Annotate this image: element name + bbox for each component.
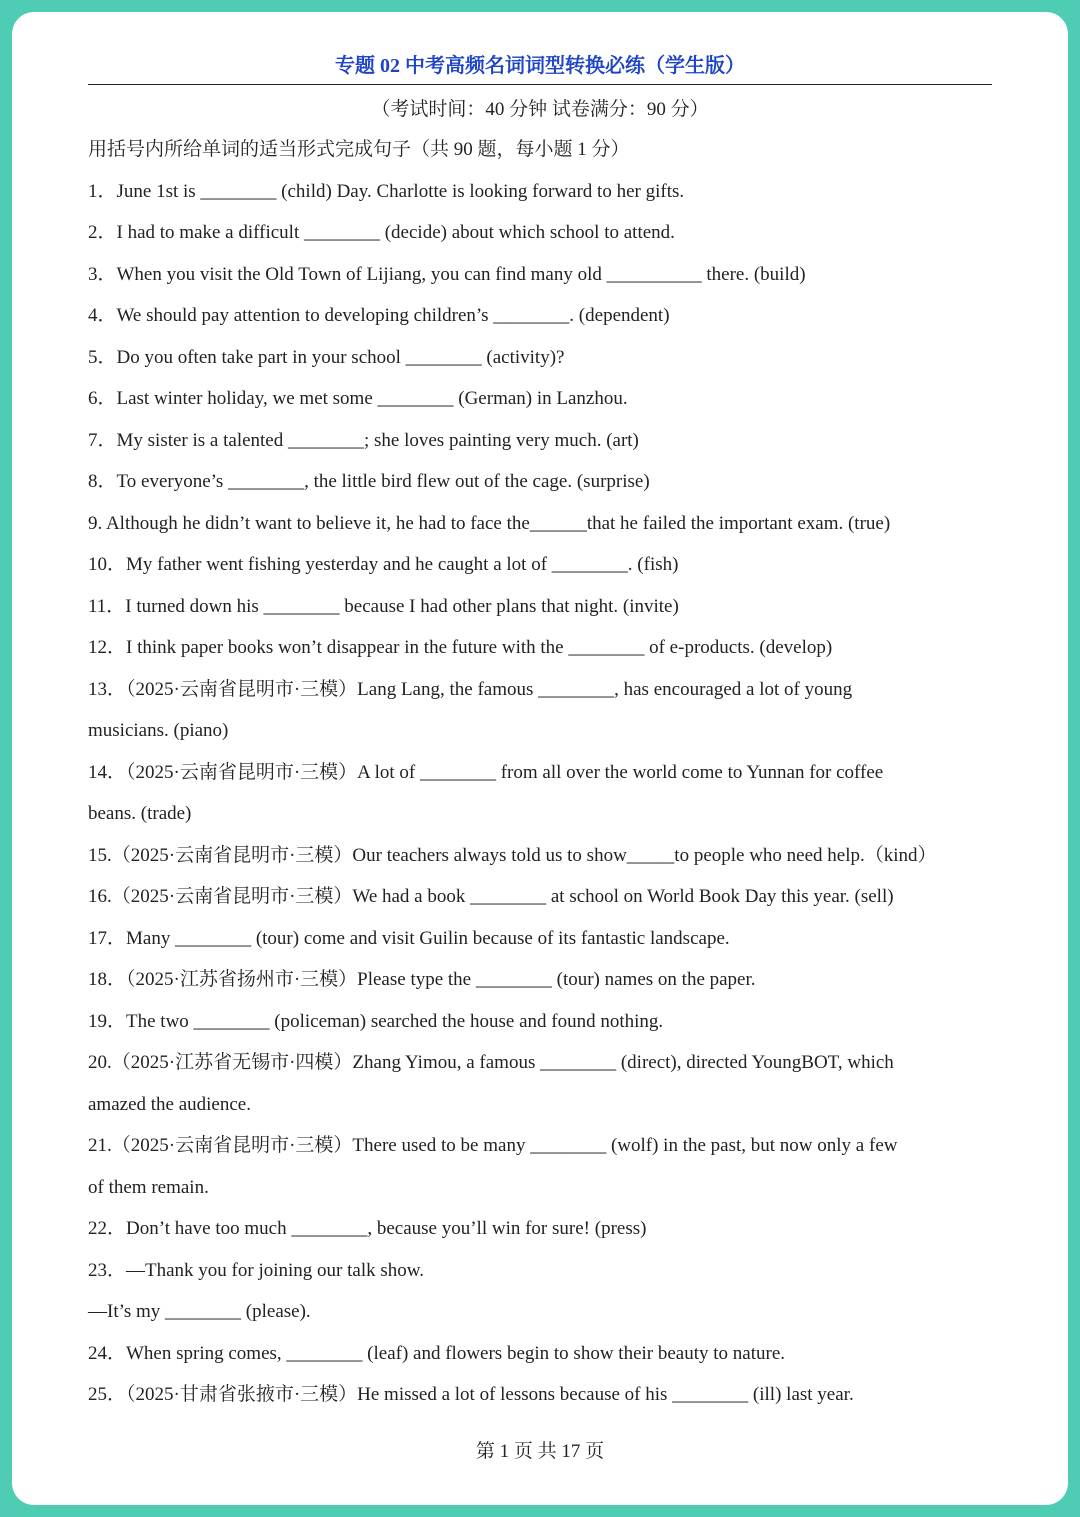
question-line: 5．Do you often take part in your school ________ (activity)? [88,347,565,368]
question-line: 10．My father went fishing yesterday and he caught a lot of ________. (fish) [88,554,679,575]
question-line: 2．I had to make a difficult ________ (decide) about which school to attend. [88,222,675,243]
question-line: 24．When spring comes, ________ (leaf) and flowers begin to show their beauty to nature. [88,1343,786,1364]
question-line-continued: musicians. (piano) [88,720,229,741]
question-line: 13．（2025·云南省昆明市·三模）Lang Lang, the famous ________, has encouraged a lot of young [88,679,853,700]
question-line: 1．June 1st is ________ (child) Day. Charlotte is looking forward to her gifts. [88,181,685,202]
title-divider [88,84,992,85]
question-line: 20.（2025·江苏省无锡市·四模）Zhang Yimou, a famous ________ (direct), directed YoungBOT, which [88,1052,894,1073]
question-line: 3．When you visit the Old Town of Lijiang, you can find many old __________ there. (build) [88,264,806,285]
question-line-continued: of them remain. [88,1177,209,1198]
question-line: 9. Although he didn’t want to believe it, he had to face the______that he failed the important exam. (true) [88,513,891,534]
question-line-continued: —It’s my ________ (please). [88,1301,311,1322]
exam-info: （考试时间：40 分钟 试卷满分：90 分） [371,99,709,120]
page-title: 专题 02 中考高频名词词型转换必练（学生版） [335,55,745,77]
question-line: 6．Last winter holiday, we met some ________ (German) in Lanzhou. [88,388,628,409]
question-line: 14．（2025·云南省昆明市·三模）A lot of ________ from all over the world come to Yunnan for coffee [88,762,884,783]
question-line-continued: amazed the audience. [88,1094,251,1115]
question-line: 19．The two ________ (policeman) searched the house and found nothing. [88,1011,664,1032]
question-line: 17．Many ________ (tour) come and visit Guilin because of its fantastic landscape. [88,928,730,949]
question-line: 15.（2025·云南省昆明市·三模）Our teachers always told us to show_____to people who need help.（kind） [88,845,937,866]
document-page [12,12,1068,1505]
question-line: 8．To everyone’s ________, the little bird flew out of the cage. (surprise) [88,471,650,492]
question-line-continued: beans. (trade) [88,803,192,824]
question-line: 22．Don’t have too much ________, because you’ll win for sure! (press) [88,1218,647,1239]
question-line: 23．—Thank you for joining our talk show. [88,1260,424,1281]
instructions: 用括号内所给单词的适当形式完成句子（共 90 题，每小题 1 分） [88,139,630,160]
question-line: 18．（2025·江苏省扬州市·三模）Please type the ________ (tour) names on the paper. [88,969,756,990]
question-line: 25．（2025·甘肃省张掖市·三模）He missed a lot of lessons because of his ________ (ill) last year. [88,1384,854,1405]
question-line: 16.（2025·云南省昆明市·三模）We had a book ________ at school on World Book Day this year. (sell) [88,886,894,907]
question-line: 4．We should pay attention to developing children’s ________. (dependent) [88,305,670,326]
question-line: 21.（2025·云南省昆明市·三模）There used to be many ________ (wolf) in the past, but now only a few [88,1135,898,1156]
question-line: 12．I think paper books won’t disappear in the future with the ________ of e-products. (develop) [88,637,833,658]
question-line: 11．I turned down his ________ because I had other plans that night. (invite) [88,596,679,617]
question-line: 7．My sister is a talented ________; she loves painting very much. (art) [88,430,639,451]
page-footer: 第 1 页 共 17 页 [475,1441,605,1462]
